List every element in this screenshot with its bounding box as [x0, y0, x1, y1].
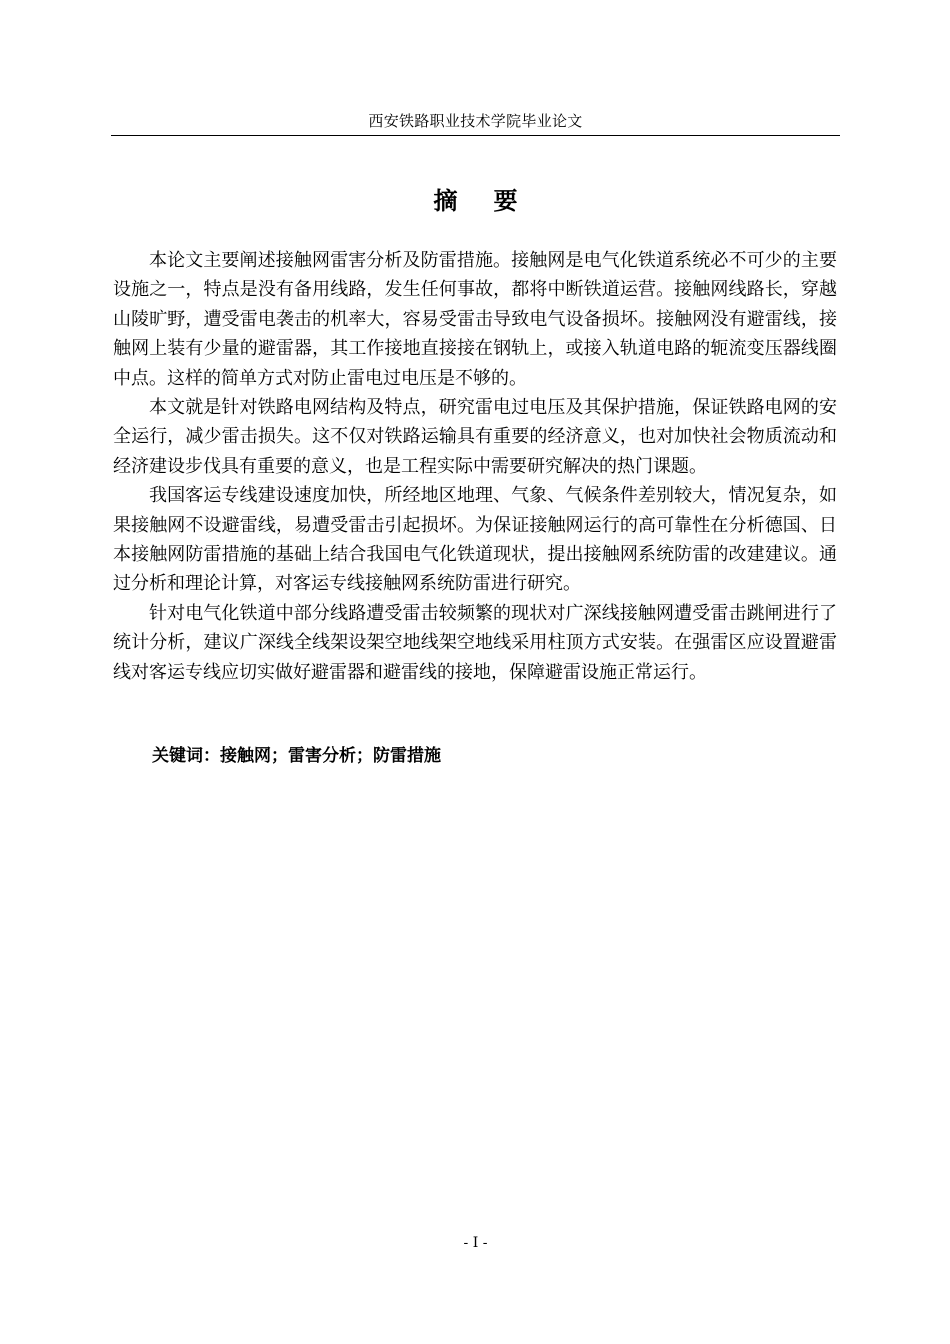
abstract-title — [111, 183, 840, 219]
running-header: 西安铁路职业技术学院毕业论文 — [368, 112, 583, 130]
abstract-paragraph-2: 本文就是针对铁路电网结构及特点，研究雷电过电压及其保护措施，保证铁路电网的安全运行，减少雷击损失。这不仅对铁路运输具有重要的经济意义，也对加快社会物质流动和经济建设步伐具有重要的意义，也是工程实际中需要研究解决的热门课题。 — [113, 397, 837, 477]
page-number: - I - — [463, 1235, 488, 1251]
abstract-title-char-1: 摘 — [433, 187, 458, 215]
keywords: 关键词：接触网；雷害分析；防雷措施 — [152, 746, 441, 766]
abstract-body — [113, 246, 837, 687]
abstract-paragraph-4: 针对电气化铁道中部分线路遭受雷击较频繁的现状对广深线接触网遭受雷击跳闸进行了统计分析，建议广深线全线架设架空地线架空地线采用柱顶方式安装。在强雷区应设置避雷线对客运专线应切实做好避雷器和避雷线的接地，保障避雷设施正常运行。 — [113, 602, 837, 683]
header-rule — [111, 135, 840, 136]
abstract-title-char-2: 要 — [493, 187, 518, 215]
abstract-paragraph-3: 我国客运专线建设速度加快，所经地区地理、气象、气候条件差别较大，情况复杂，如果接触网不设避雷线，易遭受雷击引起损坏。为保证接触网运行的高可靠性在分析德国、日本接触网防雷措施的基础上结合我国电气化铁道现状，提出接触网系统防雷的改建建议。通过分析和理论计算，对客运专线接触网系统防雷进行研究。 — [113, 485, 837, 595]
abstract-paragraph-1: 本论文主要阐述接触网雷害分析及防雷措施。接触网是电气化铁道系统必不可少的主要设施之一，特点是没有备用线路，发生任何事故，都将中断铁道运营。接触网线路长，穿越山陵旷野，遭受雷电袭击的机率大，容易受雷击导致电气设备损坏。接触网没有避雷线，接触网上装有少量的避雷器，其工作接地直接接在钢轨上，或接入轨道电路的轭流变压器线圈中点。这样的简单方式对防止雷电过电压是不够的。 — [113, 250, 837, 389]
